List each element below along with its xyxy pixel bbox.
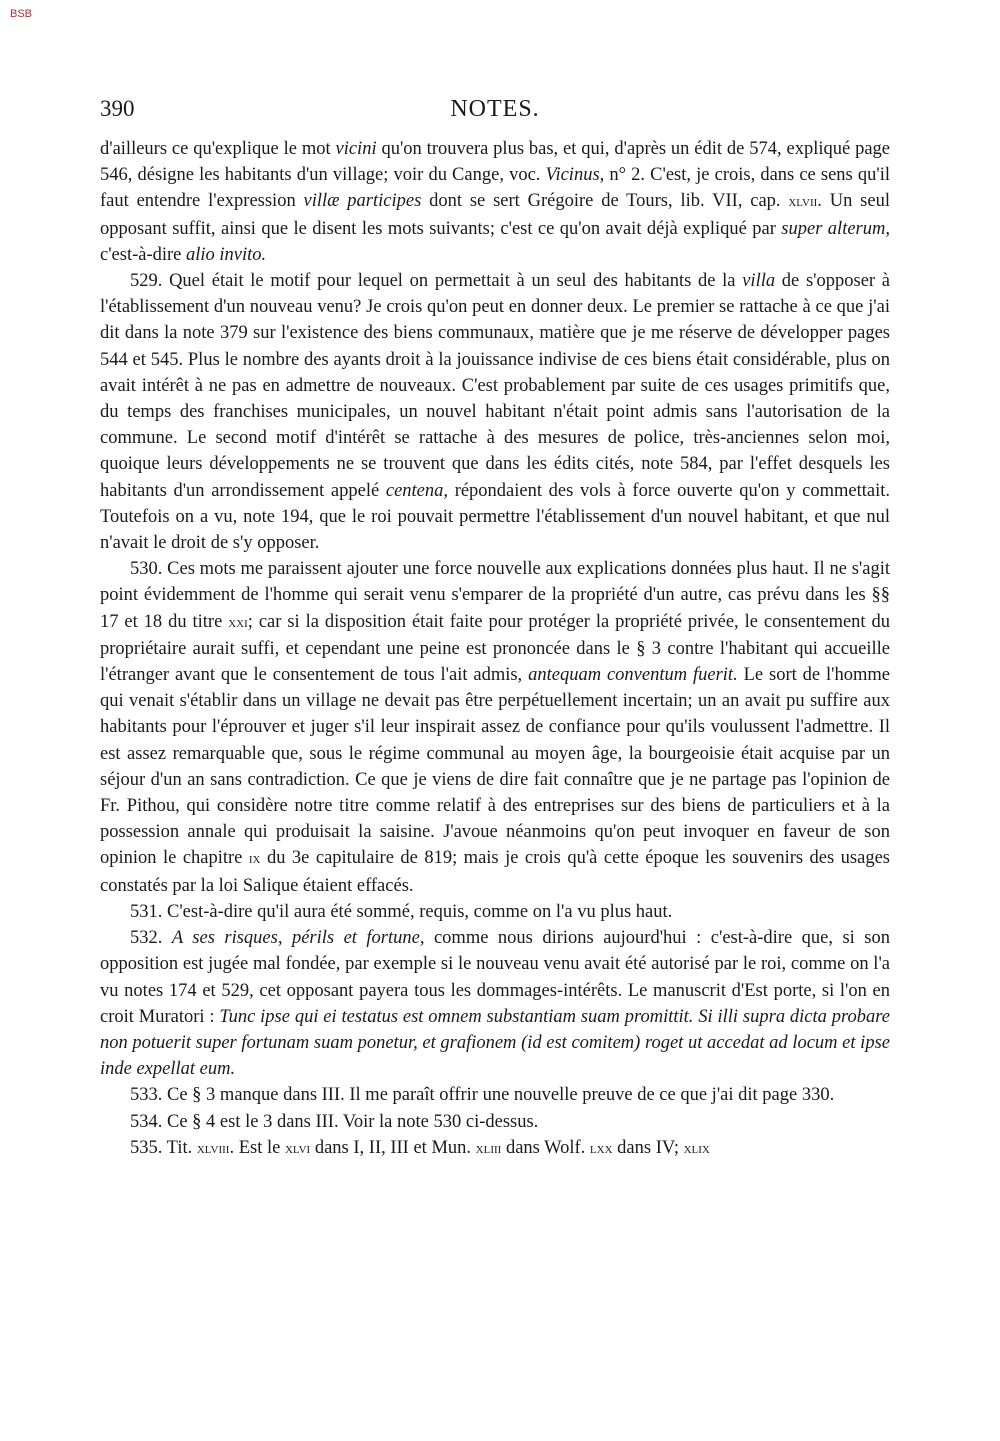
text-segment: dans Wolf.: [501, 1137, 590, 1158]
text-segment: dans I, II, III et Mun.: [310, 1137, 476, 1158]
italic-text: alio invito.: [186, 244, 267, 265]
page-number: 390: [100, 96, 135, 121]
text-segment: dans IV;: [612, 1137, 684, 1158]
italic-text: vicini: [335, 139, 377, 159]
roman-numeral: xlvi: [284, 1139, 311, 1157]
italic-text: villæ participes: [303, 191, 422, 212]
text-segment: ; car si la disposition était faite pour protéger la propriété privée, le consentement du propriétaire aurait suffi, et cependant une peine est prononcée dans le § 3 contre l'habitant qui accueille l'étranger avant que le consentement de tous l'ait admis,: [100, 611, 890, 686]
text-segment: 535. Tit.: [130, 1137, 197, 1158]
text-segment: qu'on trouvera plus bas, et qui, d'après un édit de 574, expliqué page 546, désigne les habitants d'un village; voir du Cange, voc.: [100, 139, 890, 186]
italic-text: villa: [742, 271, 776, 292]
text-segment: d'ailleurs ce qu'explique le mot: [100, 139, 336, 159]
page-header: [100, 96, 890, 132]
roman-numeral: xlix: [683, 1139, 710, 1157]
roman-numeral: xxi: [228, 613, 248, 631]
text-segment: 534. Ce § 4 est le 3 dans III. Voir la note 530 ci-dessus.: [130, 1111, 539, 1132]
text-segment: 529. Quel était le motif pour lequel on permettait à un seul des habitants de la: [130, 271, 743, 292]
text-segment: . Un seul opposant suffit, ainsi que le disent les mots suivants; c'est ce qu'on avait déjà expliqué par: [100, 191, 890, 239]
italic-text: centena,: [385, 480, 449, 501]
text-segment: de s'opposer à l'établissement d'un nouveau venu? Je crois qu'on peut en donner deux. Le premier se rattache à ce que j'ai dit dans la note 379 sur l'existence des biens communaux, matière que je me réserve de développer pages 544 et 545. Plus le nombre des ayants droit à la jouissance indivise de ces biens était considérable, plus on avait intérêt à ne pas en admettre de nouveaux. C'est probablement par suite de ces usages primitifs que, du temps des franchises municipales, un nouvel habitant n'était point admis sans l'autorisation de la commune. Le second motif d'intérêt se rattache à des mesures de police, très-anciennes selon moi, quoique leurs développements ne se trouvent que dans les édits cités, note 584, par l'effet desquels les habitants d'un arrondissement appelé: [100, 271, 890, 501]
note-534: [100, 1109, 890, 1135]
roman-numeral: ix: [248, 850, 261, 868]
text-segment: 530. Ces mots me paraissent ajouter une force nouvelle aux explications données plus haut. Il ne s'agit point évidemment de l'homme qui serait venu s'emparer de la propriété d'un autre, cas prévu dans les §§ 17 et 18 du titre: [100, 559, 890, 632]
italic-text: antequam conventum fuerit.: [528, 665, 738, 686]
note-533: [100, 1082, 890, 1108]
running-title: NOTES.: [450, 96, 540, 122]
text-segment: Le sort de l'homme qui venait s'établir dans un village ne devait pas être perpétuellement incertain; un an avait pu suffire aux habitants pour l'éprouver et juger s'il leur inspirait assez de confiance pour qu'ils voulussent l'admettre. Il est assez remarquable que, sous le régime communal au moyen âge, la bourgeoisie était acquise par un séjour d'un an sans contradiction. Ce que je viens de dire fait connaître que je ne partage pas l'opinion de Fr. Pithou, qui considère notre titre comme relatif à des entreprises sur des biens de particuliers et à la possession annale qui produisait la saisine. J'avoue néanmoins qu'on peut invoquer en faveur de son opinion le chapitre: [100, 665, 890, 869]
roman-numeral: lxx: [589, 1139, 613, 1157]
note-529: [100, 268, 890, 556]
notes-body: [100, 136, 890, 1162]
roman-numeral: xlviii: [196, 1139, 230, 1157]
italic-text: Tunc ipse qui ei testatus est omnem substantiam suam promittit. Si illi supra dicta probare non potuerit super fortunam suam ponetur, et grafionem (id est comitem) roget ut accedat ad locum et ipse inde expellat eum.: [100, 1006, 890, 1080]
note-532: [100, 925, 890, 1082]
text-segment: 533. Ce § 3 manque dans III. Il me paraît offrir une nouvelle preuve de ce que j'ai dit page 330.: [130, 1085, 835, 1106]
text-segment: répondaient des vols à force ouverte qu'on y commettait. Toutefois on a vu, note 194, que le roi pouvait permettre l'établissement d'un nouvel habitant, et que nul n'avait le droit de s'y opposer.: [100, 480, 890, 554]
text-segment: 531. C'est-à-dire qu'il aura été sommé, requis, comme on l'a vu plus haut.: [130, 901, 673, 922]
library-watermark: BSB: [10, 8, 33, 20]
roman-numeral: xliii: [475, 1139, 502, 1157]
italic-text: A ses risques, périls et fortune,: [171, 928, 425, 949]
note-531: [100, 899, 890, 925]
text-segment: du 3e capitulaire de 819; mais je crois qu'à cette époque les souvenirs des usages constatés par la loi Salique étaient effacés.: [100, 848, 890, 896]
text-segment: . Est le: [229, 1137, 285, 1158]
note-530: [100, 556, 890, 899]
text-segment: comme nous dirions aujourd'hui : c'est-à-dire que, si son opposition est jugée mal fondée, par exemple si le nouveau venu avait été autorisé par le roi, comme on l'a vu notes 174 et 529, cet opposant payera tous les dommages-intérêts. Le manuscrit d'Est porte, si l'on en croit Muratori :: [100, 928, 890, 1027]
text-segment: n° 2. C'est, je crois, dans ce sens qu'il faut entendre l'expression: [100, 165, 890, 212]
italic-text: super alterum,: [781, 218, 890, 239]
italic-text: Vicinus,: [545, 165, 605, 186]
text-segment: 532.: [130, 928, 172, 949]
text-segment: dont se sert Grégoire de Tours, lib. VII, cap.: [421, 191, 789, 212]
note-535: [100, 1135, 890, 1162]
note-continuation: [100, 136, 890, 268]
text-segment: c'est-à-dire: [100, 244, 187, 265]
roman-numeral: xlvii: [788, 193, 818, 211]
